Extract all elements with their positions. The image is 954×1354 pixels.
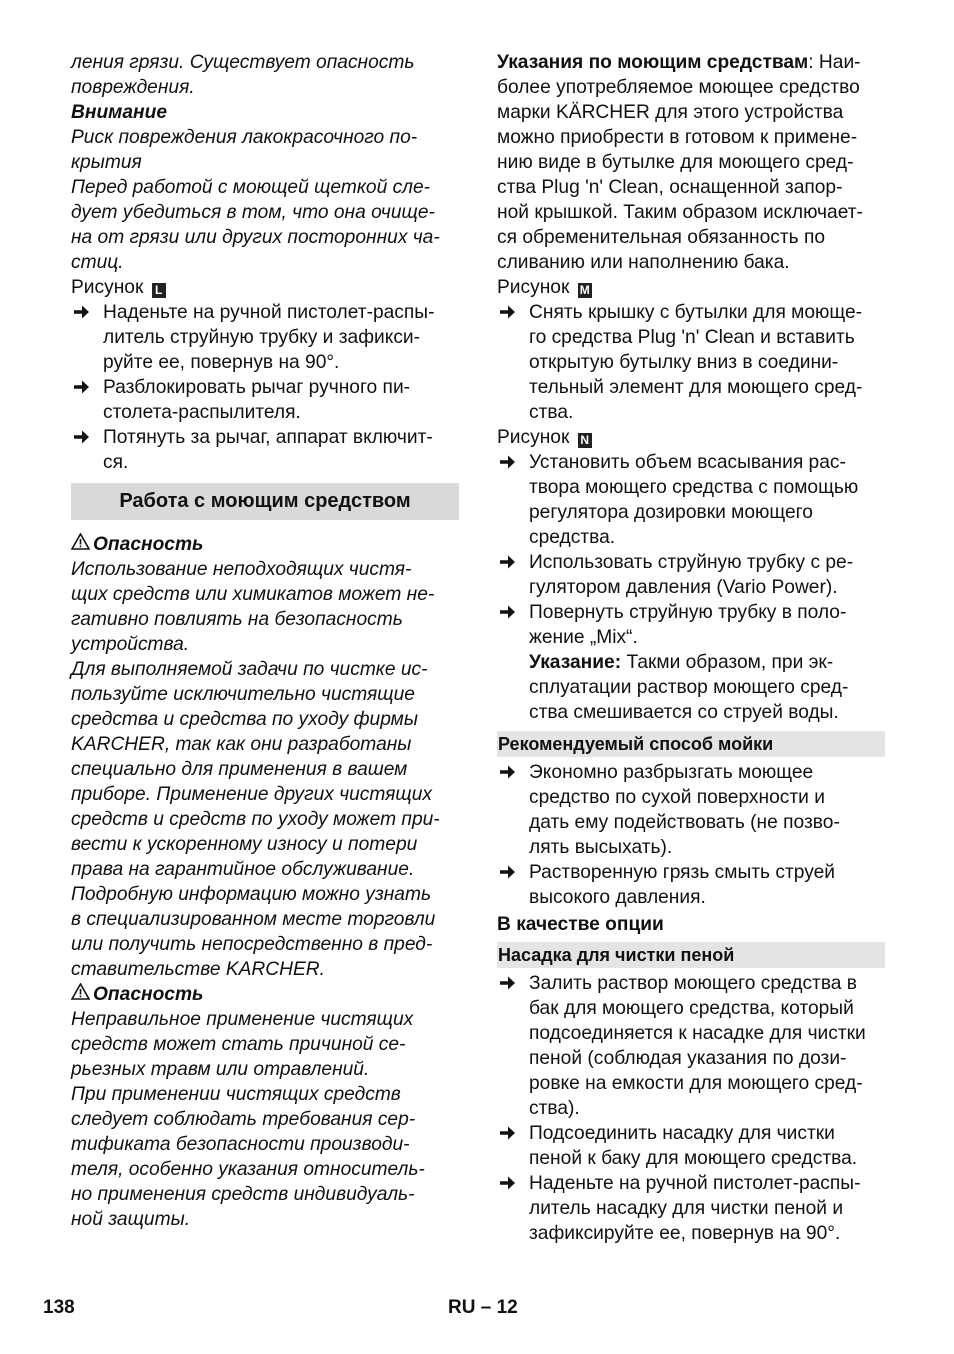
text-line: ставительстве KARCHER. — [71, 959, 325, 980]
page-number: 138 — [43, 1297, 75, 1318]
step-line: руйте ее, повернув на 90°. — [103, 352, 340, 373]
figure-n-ref — [497, 425, 885, 450]
step-line: зафиксируйте ее, повернув на 90°. — [529, 1223, 841, 1244]
attention-text — [71, 125, 459, 275]
step-item — [497, 1121, 885, 1171]
danger-text-1 — [71, 557, 459, 982]
step-line: подсоединяется к насадке для чистки — [529, 1023, 866, 1044]
step-line: жение „Mix“. — [529, 627, 638, 648]
figure-m-badge: M — [579, 283, 590, 297]
text-line: Перед работой с моющей щеткой сле- — [71, 177, 431, 198]
step-item — [497, 550, 885, 600]
step-item — [71, 425, 459, 475]
text-line: но применения средств индивидуаль- — [71, 1184, 415, 1205]
text-line: рьезных травм или отравлений. — [71, 1059, 370, 1080]
step-line: дать ему подействовать (не позво- — [529, 812, 840, 833]
text-line: KARCHER, так как они разработаны — [71, 734, 412, 755]
warning-triangle-icon — [71, 532, 93, 557]
text-line: дует убедиться в том, что она очище- — [71, 202, 435, 223]
foam-heading: Насадка для чистки пеной — [497, 942, 885, 968]
steps-n — [497, 450, 885, 650]
step-line: тельный элемент для моющего сред- — [529, 377, 863, 398]
arrow-right-icon — [499, 1171, 516, 1196]
step-item — [71, 300, 459, 375]
left-steps — [71, 300, 459, 475]
step-line: го средства Plug 'n' Clean и вставить — [529, 327, 855, 348]
text-line: марки KÄRCHER для этого устройства — [497, 102, 844, 123]
figure-label: Рисунок — [71, 277, 144, 298]
step-line: литель струйную трубку и зафикси- — [103, 327, 421, 348]
text-line: вести к ускоренному износу и потери — [71, 834, 418, 855]
step-line: Потянуть за рычаг, аппарат включит- — [103, 427, 433, 448]
step-line: гулятором давления (Vario Power). — [529, 577, 838, 598]
text-line: ства смешивается со струей воды. — [529, 702, 839, 723]
arrow-right-icon — [73, 425, 90, 450]
step-line: Залить раствор моющего средства в — [529, 973, 858, 994]
step-line: Подсоединить насадку для чистки — [529, 1123, 835, 1144]
arrow-right-icon — [499, 300, 516, 325]
detergent-notes — [497, 50, 885, 275]
step-line: бак для моющего средства, который — [529, 998, 854, 1019]
text-line: более употребляемое моющее средство — [497, 77, 860, 98]
step-line: столета-распылителя. — [103, 402, 301, 423]
text-line: Такми образом, при эк- — [621, 652, 834, 673]
text-line: в специализированном месте торговли — [71, 909, 436, 930]
section-code: RU – 12 — [448, 1297, 518, 1318]
step-item — [497, 450, 885, 550]
danger-title-1 — [71, 532, 459, 557]
text-line: ства Plug 'n' Clean, оснащенной запор- — [497, 177, 843, 198]
foam-steps — [497, 971, 885, 1246]
step-line: высокого давления. — [529, 887, 706, 908]
step-line: средства. — [529, 527, 616, 548]
text-line: права на гарантийное обслуживание. — [71, 859, 415, 880]
text-line: ления грязи. Существует опасность — [71, 52, 415, 73]
arrow-right-icon — [499, 600, 516, 625]
arrow-right-icon — [499, 760, 516, 785]
text-line: При применении чистящих средств — [71, 1084, 401, 1105]
text-line: средств и средств по уходу может при- — [71, 809, 440, 830]
text-line: ной защиты. — [71, 1209, 191, 1230]
step-line: ства). — [529, 1098, 580, 1119]
arrow-right-icon — [499, 450, 516, 475]
attention-title: Внимание — [71, 102, 168, 123]
text-line: стиц. — [71, 252, 124, 273]
step-line: литель насадку для чистки пеной и — [529, 1198, 844, 1219]
step-line: открытую бутылку вниз в соедини- — [529, 352, 839, 373]
arrow-right-icon — [499, 1121, 516, 1146]
step-line: Повернуть струйную трубку в поло- — [529, 602, 847, 623]
step-line: ства. — [529, 402, 574, 423]
danger-title-text: Опасность — [93, 984, 204, 1005]
option-heading: В качестве опции — [497, 914, 664, 935]
step-line: регулятора дозировки моющего — [529, 502, 813, 523]
text-line: приборе. Применение других чистящих — [71, 784, 433, 805]
right-column — [497, 50, 885, 1246]
step-line: ровке на емкости для моющего сред- — [529, 1073, 863, 1094]
text-line: сливанию или наполнению бака. — [497, 252, 790, 273]
figure-m-ref — [497, 275, 885, 300]
text-line: повреждения. — [71, 77, 195, 98]
text-line: крытия — [71, 152, 142, 173]
text-line: Для выполняемой задачи по чистке ис- — [71, 659, 428, 680]
section-heading: Работа с моющим средством — [71, 483, 459, 520]
step-line: Снять крышку с бутылки для моюще- — [529, 302, 863, 323]
step-line: ся. — [103, 452, 129, 473]
text-line: гативно повлиять на безопасность — [71, 609, 403, 630]
step-line: Экономно разбрызгать моющее — [529, 762, 814, 783]
intro-text — [71, 50, 459, 100]
text-line: сплуатации раствор моющего сред- — [529, 677, 849, 698]
arrow-right-icon — [499, 971, 516, 996]
arrow-right-icon — [499, 860, 516, 885]
step-item — [497, 1171, 885, 1246]
steps-m — [497, 300, 885, 425]
figure-l-ref — [71, 275, 459, 300]
text-line: тификата безопасности производи- — [71, 1134, 410, 1155]
step-line: Разблокировать рычаг ручного пи- — [103, 377, 411, 398]
recommended-heading: Рекомендуемый способ мойки — [497, 731, 885, 757]
text-line: теля, особенно указания относитель- — [71, 1159, 425, 1180]
arrow-right-icon — [73, 375, 90, 400]
text-line: ся обременительная обязанность по — [497, 227, 826, 248]
detergent-heading: Указания по моющим средствам — [497, 52, 809, 73]
step-line: Растворенную грязь смыть струей — [529, 862, 835, 883]
arrow-right-icon — [73, 300, 90, 325]
figure-label: Рисунок — [497, 277, 570, 298]
text-line: пользуйте исключительно чистящие — [71, 684, 415, 705]
step-item — [497, 860, 885, 910]
text-line: Подробную информацию можно узнать — [71, 884, 432, 905]
step-item — [497, 760, 885, 860]
text-line: следует соблюдать требования сер- — [71, 1109, 416, 1130]
danger-title-2 — [71, 982, 459, 1007]
text-line: на от грязи или других посторонних ча- — [71, 227, 440, 248]
step-line: Использовать струйную трубку с ре- — [529, 552, 854, 573]
step-item — [497, 971, 885, 1121]
detergent-text — [497, 52, 863, 273]
step-line: твора моющего средства с помощью — [529, 477, 859, 498]
note-label: Указание: — [529, 652, 622, 673]
recommended-steps — [497, 760, 885, 910]
text-line: Использование неподходящих чистя- — [71, 559, 412, 580]
arrow-right-icon — [499, 550, 516, 575]
step-item — [497, 300, 885, 425]
text-line: ной крышкой. Таким образом исключает- — [497, 202, 863, 223]
danger-title-text: Опасность — [93, 534, 204, 555]
text-line: : Наи- — [808, 52, 861, 73]
step-item — [71, 375, 459, 425]
text-line: средств может стать причиной се- — [71, 1034, 406, 1055]
text-line: или получить непосредственно в пред- — [71, 934, 433, 955]
note-block — [497, 650, 885, 725]
text-line: Неправильное применение чистящих — [71, 1009, 414, 1030]
step-line: Наденьте на ручной пистолет-распы- — [529, 1173, 861, 1194]
text-line: специально для применения в вашем — [71, 759, 408, 780]
danger-text-2 — [71, 1007, 459, 1232]
text-line: щих средств или химикатов может не- — [71, 584, 435, 605]
step-line: пеной (соблюдая указания по дози- — [529, 1048, 847, 1069]
step-line: средство по сухой поверхности и — [529, 787, 825, 808]
figure-l-badge: L — [152, 283, 166, 298]
text-line: можно приобрести в готовом к примене- — [497, 127, 858, 148]
step-line: пеной к баку для моющего средства. — [529, 1148, 858, 1169]
text-line: Риск повреждения лакокрасочного по- — [71, 127, 418, 148]
figure-label: Рисунок — [497, 427, 570, 448]
text-line: устройства. — [71, 634, 190, 655]
step-line: Наденьте на ручной пистолет-распы- — [103, 302, 435, 323]
step-line: Установить объем всасывания рас- — [529, 452, 846, 473]
text-line: средства и средства по уходу фирмы — [71, 709, 418, 730]
figure-n-badge: N — [578, 433, 592, 448]
step-line: лять высыхать). — [529, 837, 673, 858]
left-column — [71, 50, 459, 1232]
text-line: нию виде в бутылке для моющего сред- — [497, 152, 854, 173]
step-item — [497, 600, 885, 650]
warning-triangle-icon — [71, 982, 93, 1007]
